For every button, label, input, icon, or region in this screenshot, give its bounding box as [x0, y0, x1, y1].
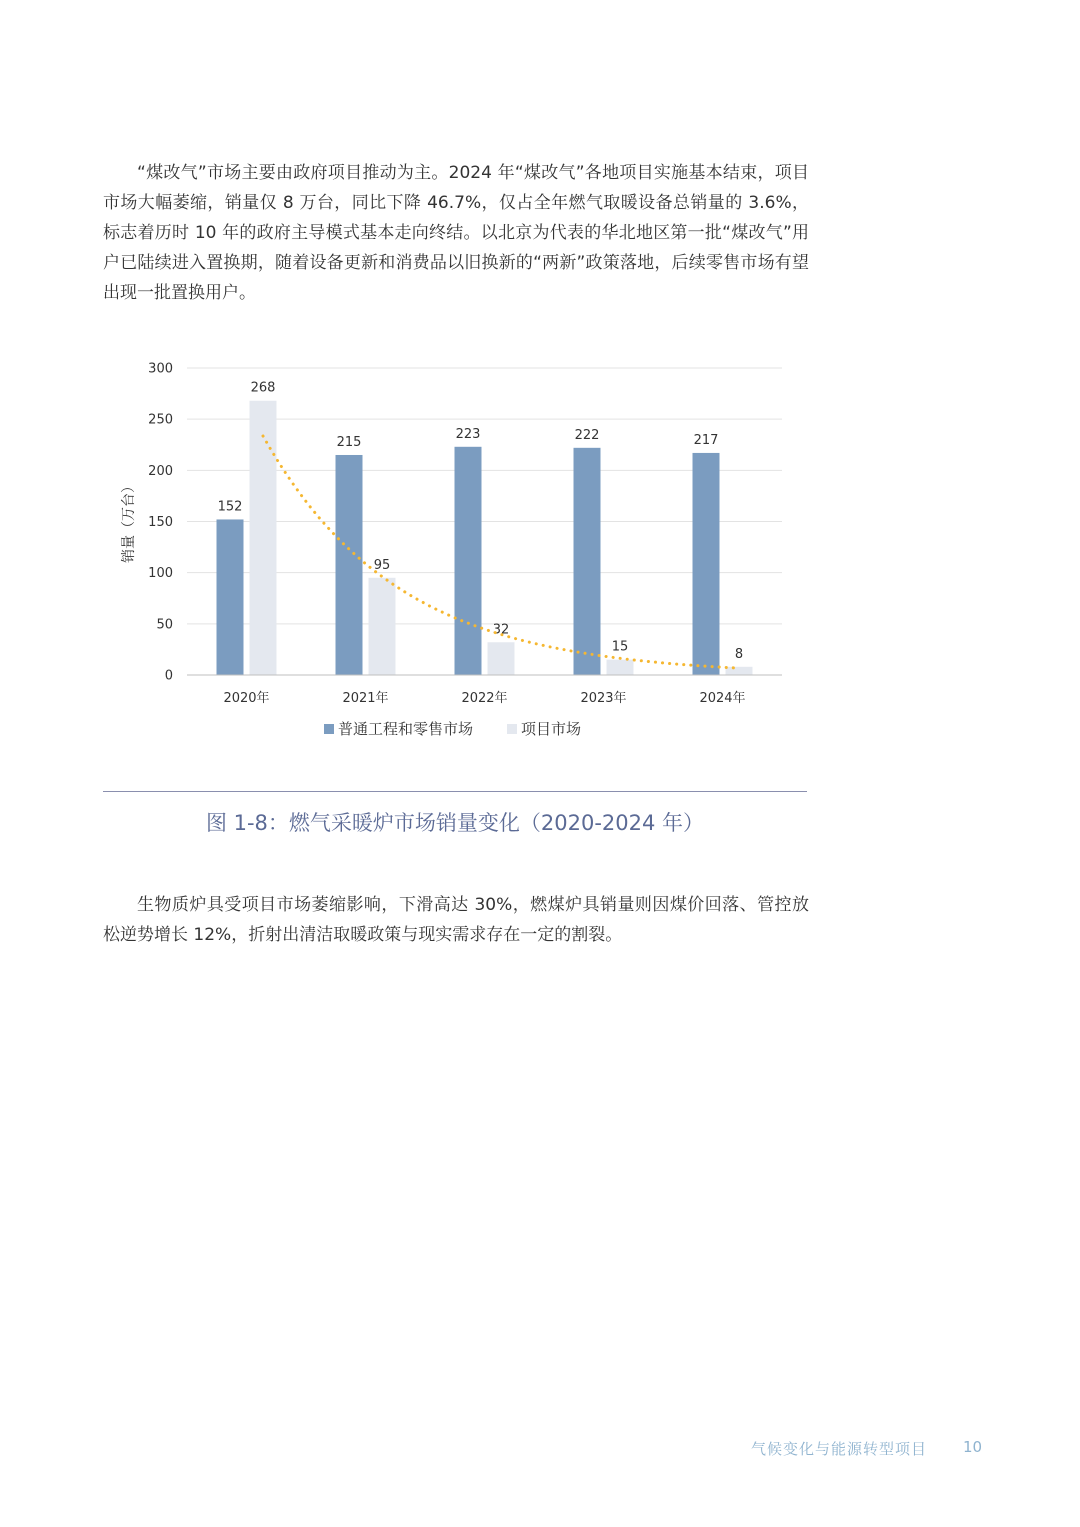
y-tick-label-150: 150: [148, 515, 173, 530]
bar-2020年-project: [250, 401, 277, 675]
x-axis-ticks: [223, 690, 745, 706]
data-label-2020年-project: 268: [250, 380, 276, 396]
y-axis-label: 销量（万台）: [121, 479, 137, 563]
bar-2023年-general: [574, 448, 601, 675]
data-label-2022年-project: 32: [492, 622, 510, 638]
paragraph-coal-to-gas: “煤改气”市场主要由政府项目推动为主。2024 年“煤改气”各地项目实施基本结束，项目市场大幅萎缩，销量仅 8 万台，同比下降 46.7%，仅占全年燃气取暖设备总销量的 3.6%，标志着历时 10 年的政府主导模式基本走向终结。以北京为代表的华北地区第一批“煤改气”用户已陆续进入置换期，随着设备更新和消费品以旧换新的“两新”政策落地，后续零售市场有望出现一批置换用户。: [103, 163, 809, 303]
bar-2024年-general: [693, 453, 720, 675]
chart-bars: [217, 401, 753, 675]
x-tick-label-2021年: 2021年: [342, 691, 389, 706]
legend-label-project: 项目市场: [521, 720, 582, 738]
gas-boiler-sales-chart: [103, 350, 807, 760]
x-tick-label-2023年: 2023年: [580, 691, 627, 706]
footer-project-title: 气候变化与能源转型项目: [750, 1440, 927, 1458]
bar-2022年-general: [455, 447, 482, 675]
chart-legend: [324, 720, 581, 738]
figure-caption: 图 1-8：燃气采暖炉市场销量变化（2020-2024 年）: [205, 811, 705, 835]
bar-2021年-project: [369, 578, 396, 675]
data-label-2021年-general: 215: [336, 434, 362, 450]
legend-swatch-project: [507, 724, 517, 734]
bar-2024年-project: [726, 667, 753, 675]
paragraph-biomass-coal-stoves: 生物质炉具受项目市场萎缩影响，下滑高达 30%，燃煤炉具销量则因煤价回落、管控放松逆势增长 12%，折射出清洁取暖政策与现实需求存在一定的割裂。: [103, 895, 809, 945]
data-label-2021年-project: 95: [373, 557, 391, 573]
y-tick-label-200: 200: [148, 463, 173, 479]
bar-2021年-general: [336, 455, 363, 675]
data-label-2020年-general: 152: [217, 499, 243, 515]
y-tick-label-100: 100: [148, 566, 173, 582]
y-tick-label-250: 250: [148, 412, 173, 428]
bar-2020年-general: [217, 519, 244, 675]
y-tick-label-50: 50: [156, 617, 173, 633]
legend-label-general: 普通工程和零售市场: [338, 720, 474, 738]
data-label-2024年-general: 217: [693, 432, 719, 448]
x-tick-label-2022年: 2022年: [461, 691, 508, 706]
data-label-2023年-project: 15: [611, 639, 629, 655]
bar-2023年-project: [607, 660, 634, 675]
data-label-2024年-project: 8: [734, 646, 744, 662]
x-tick-label-2024年: 2024年: [699, 691, 746, 706]
page-number: 10: [963, 1438, 983, 1456]
data-label-2022年-general: 223: [455, 426, 481, 442]
bar-2022年-project: [488, 642, 515, 675]
y-axis-ticks: [148, 362, 173, 684]
y-tick-label-0: 0: [164, 668, 173, 684]
figure-divider: [103, 791, 807, 792]
x-tick-label-2020年: 2020年: [223, 691, 270, 706]
data-label-2023年-general: 222: [574, 427, 600, 443]
y-tick-label-300: 300: [148, 361, 173, 377]
legend-swatch-general: [324, 724, 334, 734]
